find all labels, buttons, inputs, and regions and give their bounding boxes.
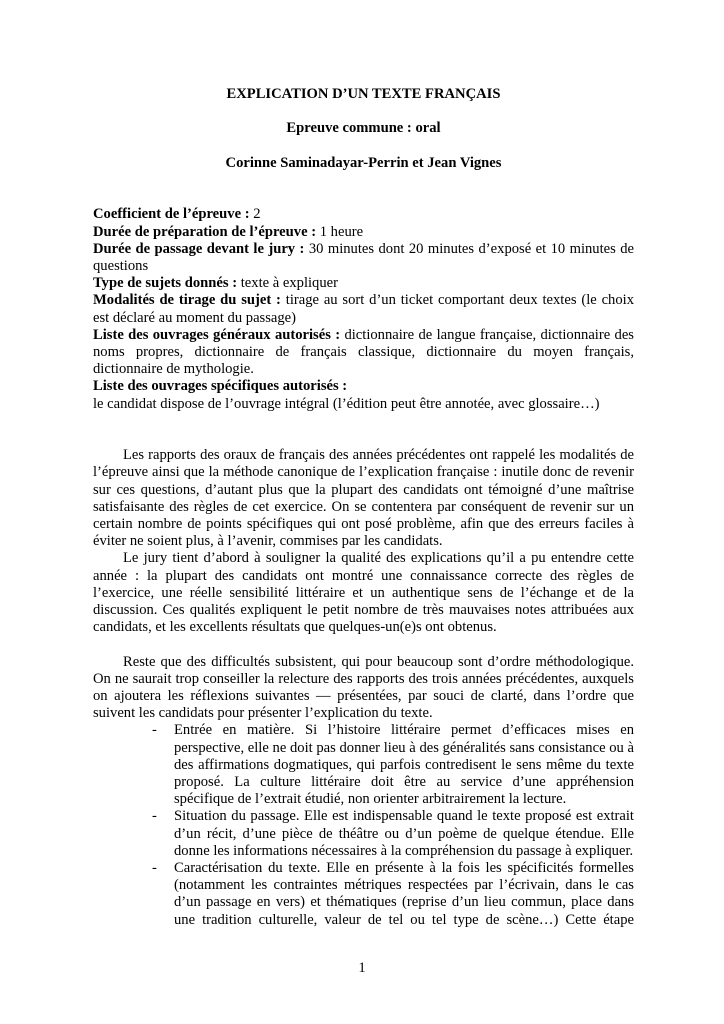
dash-bullet: - [152, 860, 157, 877]
list-item-text: Situation du passage. Elle est indispensable quand le texte proposé est extrait d’un récit, d’une pièce de théâtre ou d’un poème de quelque étendue. Elle donne les informations nécessaires à la compréhension du passage à expliquer. [174, 808, 634, 859]
meta-item-coefficient [93, 206, 634, 223]
meta-item-ouvrages-generaux [93, 327, 634, 379]
meta-value-ouvrages-specifiques: le candidat dispose de l’ouvrage intégral (l’édition peut être annotée, avec glossaire…) [93, 395, 600, 412]
list-item [93, 722, 634, 808]
list-item [93, 808, 634, 860]
meta-value: dictionnaire de langue française, dictionnaire des noms propres, dictionnaire de français classique, dictionnaire du moyen français, dictionnaire de mythologie. [93, 326, 634, 378]
meta-value: 2 [253, 206, 261, 223]
dash-bullet: - [152, 722, 157, 739]
list-item-text: Caractérisation du texte. Elle en présente à la fois les spécificités formelles (notamment les contraintes métriques respectées par l’écrivain, dans le cas d’un passage en vers) et thématiques (reprise d’un lieu commun, place dans une tradition culturelle, valeur de tel ou tel type de scène…) Cette étape [174, 860, 634, 928]
paragraph: Les rapports des oraux de français des années précédentes ont rappelé les modalités de l’épreuve ainsi que la méthode canonique de l’explication française : inutile donc de revenir sur ces questions, d’autant plus que la plupart des candidats ont témoigné d’une maîtrise satisfaisante des règles de cet exercice. On se contentera par conséquent de revenir sur un certain nombre de points spécifiques qui ont posé problème, afin que des erreurs faciles à éviter ne soient plus, à l’avenir, commises par les candidats. [93, 447, 634, 550]
exam-details [93, 206, 634, 412]
meta-value: 30 minutes dont 20 minutes d’exposé et 10 minutes de questions [93, 240, 634, 274]
report-body [93, 447, 634, 929]
meta-label: Durée de préparation de l’épreuve : [93, 223, 317, 240]
dash-bullet: - [152, 808, 157, 825]
meta-item-duree-passage [93, 241, 634, 275]
meta-label: Durée de passage devant le jury : [93, 240, 305, 257]
meta-label: Liste des ouvrages spécifiques autorisés : [93, 378, 348, 395]
page-title: EXPLICATION D’UN TEXTE FRANÇAIS [226, 86, 501, 102]
meta-item-type-sujets [93, 275, 634, 292]
meta-item-ouvrages-specifiques [93, 378, 634, 395]
bullet-list [93, 722, 634, 928]
meta-label: Liste des ouvrages généraux autorisés : [93, 326, 341, 343]
meta-label: Modalités de tirage du sujet : [93, 292, 281, 309]
meta-value: texte à expliquer [240, 275, 338, 292]
doc-authors: Corinne Saminadayar-Perrin et Jean Vignes [225, 154, 502, 171]
list-item-text: Entrée en matière. Si l’histoire littéraire permet d’efficaces mises en perspective, elle ne doit pas donner lieu à des généralités sans consistance ou à des affirmations dogmatiques, qui parfois contredisent le sens même du texte proposé. La culture littéraire doit être au service d’une appréhension spécifique de l’extrait étudié, non orienter arbitrairement la lecture. [174, 722, 634, 808]
list-item [93, 860, 634, 929]
paragraph: Le jury tient d’abord à souligner la qualité des explications qu’il a pu entendre cette année : la plupart des candidats ont montré une connaissance correcte des règles de l’exercice, une réelle sensibilité littéraire et un authentique sens de l’échange et de la discussion. Ces qualités expliquent le petit nombre de très mauvaises notes attribuées aux candidats, et les excellents résultats que quelques-un(e)s ont obtenus. [93, 550, 634, 636]
page-footer [0, 960, 724, 977]
page-number: 1 [358, 960, 366, 976]
meta-label: Type de sujets donnés : [93, 275, 238, 292]
doc-subtitle: Epreuve commune : oral [286, 120, 441, 137]
meta-label: Coefficient de l’épreuve : [93, 206, 250, 223]
doc-header [93, 86, 634, 172]
paragraph: Reste que des difficultés subsistent, qui pour beaucoup sont d’ordre méthodologique. On ne saurait trop conseiller la relecture des rapports des trois années précédentes, auxquels on ajoutera les réflexions suivantes — présentées, par souci de clarté, dans l’ordre que suivent les candidats pour présenter l’explication du texte. [93, 653, 634, 722]
meta-value: tirage au sort d’un ticket comportant deux textes (le choix est déclaré au moment du passage) [93, 292, 634, 326]
meta-value: 1 heure [319, 223, 364, 240]
meta-item-duree-preparation [93, 224, 634, 241]
meta-item-modalites-tirage [93, 292, 634, 326]
